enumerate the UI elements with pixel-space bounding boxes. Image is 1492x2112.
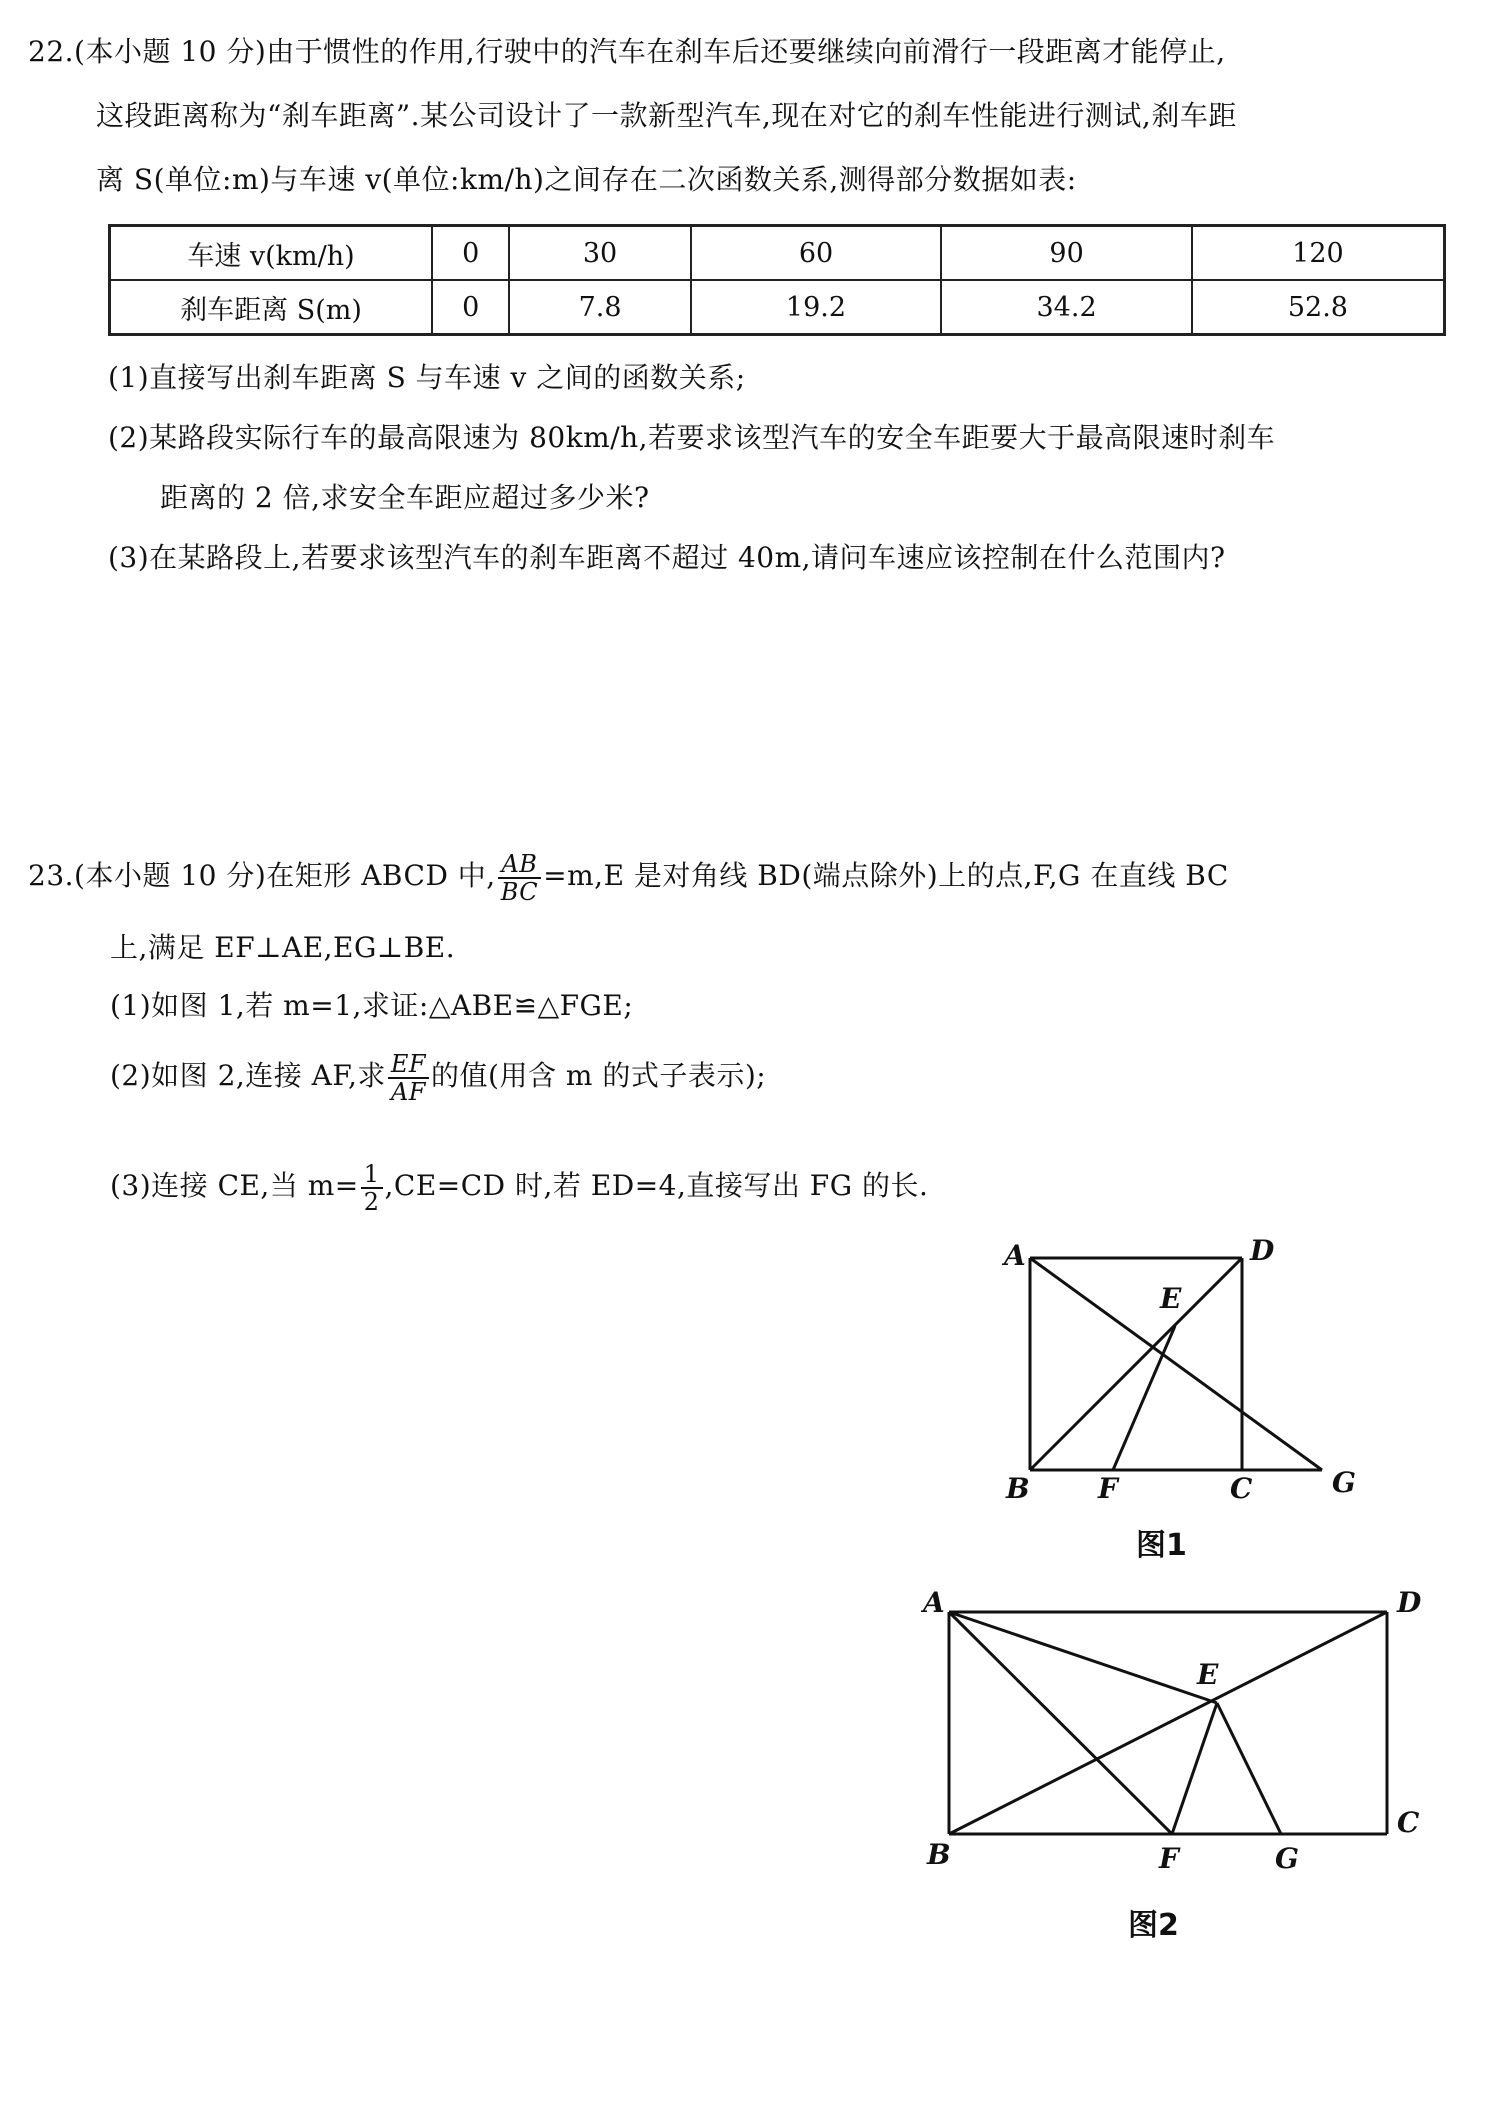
q22-line-3: 离 S(单位:m)与车速 v(单位:km/h)之间存在二次函数关系,测得部分数据如表: [96, 163, 1077, 196]
segment-bd [949, 1612, 1387, 1834]
fraction-numerator: AB [498, 851, 541, 879]
q23-line-1 [28, 848, 1229, 905]
fraction-numerator: EF [388, 1051, 429, 1079]
q23-part-1: (1)如图 1,若 m=1,求证:△ABE≌△FGE; [110, 989, 634, 1022]
table-row-distance [110, 280, 1445, 335]
q22-part-3: (3)在某路段上,若要求该型汽车的刹车距离不超过 40m,请问车速应该控制在什么范围内? [108, 541, 1226, 574]
table-cell: 19.2 [691, 280, 942, 335]
table-cell: 60 [691, 226, 942, 281]
segment-ef [1172, 1703, 1217, 1834]
point-label-b: B [1006, 1472, 1030, 1505]
ef-over-af-fraction [388, 1051, 429, 1105]
point-label-e: E [1197, 1658, 1219, 1691]
point-label-g: G [1275, 1842, 1299, 1875]
q23-line-1-start: 23.(本小题 10 分)在矩形 ABCD 中, [28, 859, 496, 892]
fraction-denominator: 2 [363, 1187, 380, 1216]
table-row-speed [110, 226, 1445, 281]
table-cell: 刹车距离 S(m) [110, 280, 433, 335]
segment-af [949, 1612, 1172, 1834]
point-label-g: G [1332, 1466, 1356, 1499]
segment-ae [949, 1612, 1217, 1703]
q22-line-2: 这段距离称为“刹车距离”.某公司设计了一款新型汽车,现在对它的刹车性能进行测试,刹车距 [96, 99, 1237, 132]
table-cell: 90 [941, 226, 1192, 281]
figure-1-diagram [1000, 1230, 1360, 1505]
segment-eg [1217, 1703, 1281, 1834]
figure-2-diagram [915, 1586, 1435, 1880]
table-cell: 30 [509, 226, 690, 281]
q22-part-2-b: 距离的 2 倍,求安全车距应超过多少米? [160, 481, 650, 514]
ab-over-bc-fraction [498, 851, 541, 905]
table-cell: 120 [1192, 226, 1445, 281]
figure-1-caption: 图1 [1136, 1528, 1187, 1563]
point-label-d: D [1397, 1586, 1422, 1619]
q23-line-1-end: =m,E 是对角线 BD(端点除外)上的点,F,G 在直线 BC [543, 859, 1229, 892]
q23-part-2-start: (2)如图 2,连接 AF,求 [110, 1059, 386, 1092]
segment-ef [1113, 1326, 1175, 1470]
q22-part-2-a: (2)某路段实际行车的最高限速为 80km/h,若要求该型汽车的安全车距要大于最高限速时刹车 [108, 421, 1276, 454]
table-cell: 0 [432, 226, 509, 281]
q23-part-3 [110, 1158, 928, 1215]
speed-distance-table [108, 224, 1446, 336]
one-half-fraction [361, 1161, 383, 1215]
point-label-f: F [1159, 1842, 1179, 1875]
point-label-c: C [1230, 1472, 1253, 1505]
q22-line-1: 22.(本小题 10 分)由于惯性的作用,行驶中的汽车在刹车后还要继续向前滑行一段距离才能停止, [28, 35, 1226, 68]
point-label-c: C [1397, 1806, 1420, 1839]
point-label-f: F [1098, 1472, 1118, 1505]
table-cell: 0 [432, 280, 509, 335]
fraction-denominator: BC [500, 877, 539, 906]
table-cell: 车速 v(km/h) [110, 226, 433, 281]
q23-part-3-end: ,CE=CD 时,若 ED=4,直接写出 FG 的长. [384, 1169, 929, 1202]
q23-line-2: 上,满足 EF⊥AE,EG⊥BE. [110, 931, 456, 964]
figure-2-caption: 图2 [1128, 1908, 1179, 1943]
q23-part-2-end: 的值(用含 m 的式子表示); [431, 1059, 767, 1092]
q22-part-1: (1)直接写出刹车距离 S 与车速 v 之间的函数关系; [108, 361, 746, 394]
table-cell: 52.8 [1192, 280, 1445, 335]
segment-bd [1030, 1258, 1242, 1470]
point-label-e: E [1160, 1282, 1182, 1315]
point-label-a: A [1004, 1239, 1026, 1272]
table-cell: 34.2 [941, 280, 1192, 335]
q23-part-2 [110, 1048, 766, 1105]
fraction-denominator: AF [390, 1077, 426, 1106]
point-label-b: B [927, 1838, 951, 1871]
point-label-a: A [923, 1586, 945, 1619]
point-label-d: D [1250, 1234, 1275, 1267]
fraction-numerator: 1 [361, 1161, 383, 1189]
table-cell: 7.8 [509, 280, 690, 335]
q23-part-3-start: (3)连接 CE,当 m= [110, 1169, 359, 1202]
